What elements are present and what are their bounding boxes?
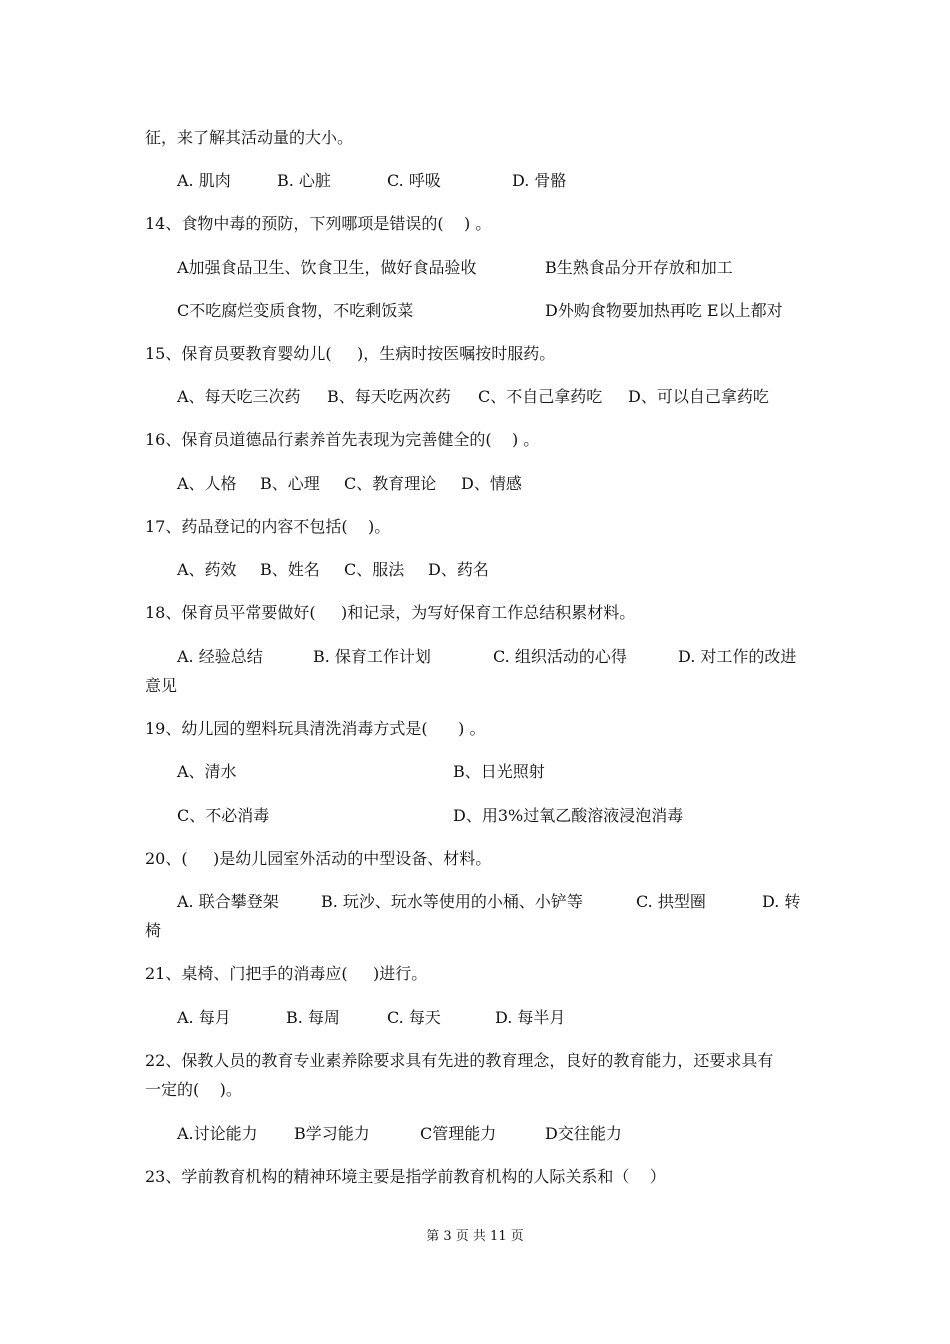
question-22: 22、保教人员的教育专业素养除要求具有先进的教育理念，良好的教育能力，还要求具有: [145, 1051, 774, 1070]
q13-option-d: D. 骨骼: [512, 171, 567, 190]
q13-option-c: C. 呼吸: [387, 171, 441, 190]
q22-option-b: B学习能力: [294, 1124, 370, 1143]
q15-option-b: B、每天吃两次药: [327, 387, 451, 406]
q19-option-c: C、不必消毒: [177, 806, 270, 825]
page-number-footer: 第 3 页 共 11 页: [426, 1229, 524, 1244]
q13-option-b: B. 心脏: [277, 171, 331, 190]
q13-option-a: A. 肌肉: [177, 171, 231, 190]
q17-option-b: B、姓名: [260, 560, 320, 579]
question-19: 19、幼儿园的塑料玩具清洗消毒方式是( ) 。: [145, 719, 486, 738]
q22-option-c: C管理能力: [420, 1124, 497, 1143]
q14-option-b: B生熟食品分开存放和加工: [545, 258, 733, 277]
q22-option-d: D交往能力: [545, 1124, 622, 1143]
q15-option-d: D、可以自己拿药吃: [628, 387, 769, 406]
q14-option-c: C不吃腐烂变质食物，不吃剩饭菜: [177, 301, 414, 320]
question-17: 17、药品登记的内容不包括( )。: [145, 517, 391, 536]
q17-option-a: A、药效: [177, 560, 237, 579]
q16-option-b: B、心理: [260, 474, 320, 493]
q21-option-a: A. 每月: [177, 1008, 231, 1027]
q19-option-a: A、清水: [177, 762, 237, 781]
question-20: 20、( )是幼儿园室外活动的中型设备、材料。: [145, 849, 492, 868]
q18-option-d: D. 对工作的改进: [678, 647, 797, 666]
q18-option-c: C. 组织活动的心得: [493, 647, 627, 666]
q18-option-a: A. 经验总结: [177, 647, 263, 666]
q17-option-c: C、服法: [344, 560, 405, 579]
q21-option-c: C. 每天: [387, 1008, 441, 1027]
q19-option-d: D、用3%过氧乙酸溶液浸泡消毒: [453, 806, 684, 825]
question-21: 21、桌椅、门把手的消毒应( )进行。: [145, 964, 428, 983]
question-18: 18、保育员平常要做好( )和记录，为写好保育工作总结积累材料。: [145, 603, 636, 622]
q16-option-a: A、人格: [177, 474, 237, 493]
q20-option-d-continued: 椅: [145, 921, 162, 940]
q17-option-d: D、药名: [428, 560, 489, 579]
q14-option-d: D外购食物要加热再吃 E以上都对: [545, 301, 783, 320]
q21-option-b: B. 每周: [286, 1008, 340, 1027]
question-13-tail: 征，来了解其活动量的大小。: [145, 128, 354, 147]
q20-option-a: A. 联合攀登架: [177, 892, 279, 911]
q19-option-b: B、日光照射: [453, 762, 545, 781]
q14-option-a: A加强食品卫生、饮食卫生，做好食品验收: [177, 258, 477, 277]
question-23: 23、学前教育机构的精神环境主要是指学前教育机构的人际关系和（ ）: [145, 1167, 666, 1186]
question-16: 16、保育员道德品行素养首先表现为完善健全的( ) 。: [145, 430, 540, 449]
q21-option-d: D. 每半月: [495, 1008, 566, 1027]
q22-option-a: A.讨论能力: [177, 1124, 258, 1143]
q16-option-c: C、教育理论: [344, 474, 437, 493]
q15-option-c: C、不自己拿药吃: [478, 387, 603, 406]
question-14: 14、食物中毒的预防，下列哪项是错误的( ) 。: [145, 214, 492, 233]
q18-option-b: B. 保育工作计划: [313, 647, 431, 666]
q20-option-c: C. 拱型圈: [636, 892, 706, 911]
q20-option-b: B. 玩沙、玩水等使用的小桶、小铲等: [321, 892, 583, 911]
q15-option-a: A、每天吃三次药: [177, 387, 301, 406]
question-15: 15、保育员要教育婴幼儿( )，生病时按医嘱按时服药。: [145, 344, 556, 363]
q16-option-d: D、情感: [461, 474, 522, 493]
question-22-continued: 一定的( )。: [145, 1080, 242, 1099]
q20-option-d: D. 转: [762, 892, 801, 911]
q18-option-d-continued: 意见: [145, 676, 178, 695]
